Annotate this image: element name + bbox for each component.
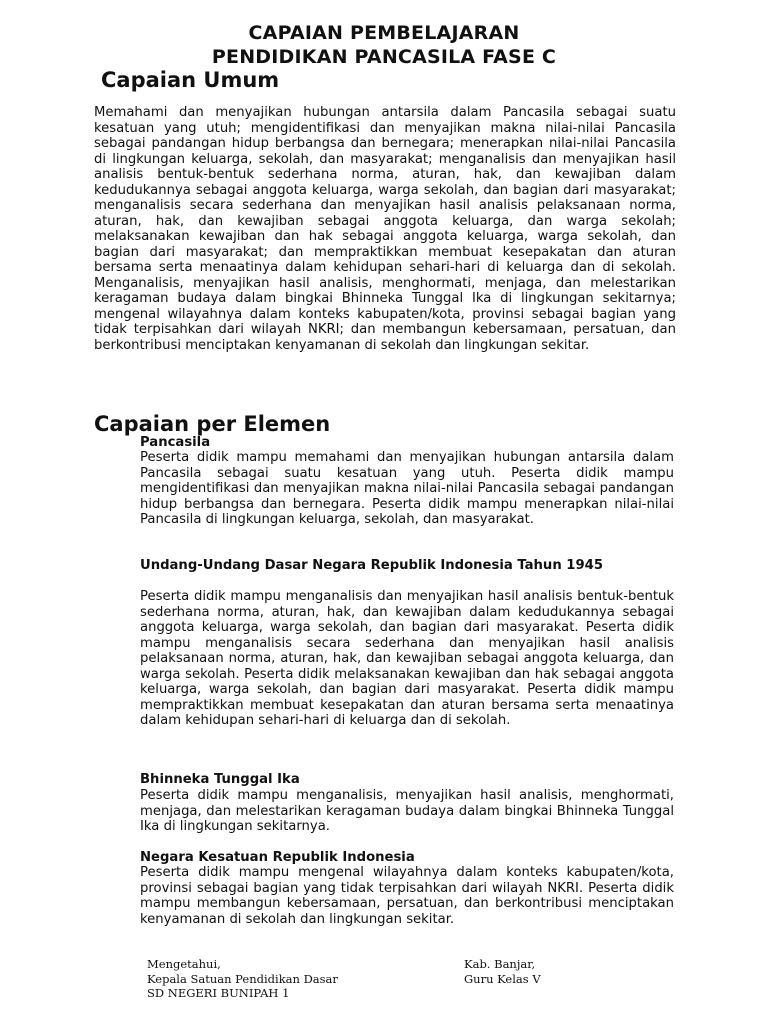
- capaian-umum-paragraph: Memahami dan menyajikan hubungan antarsila dalam Pancasila sebagai suatu kesatuan yang utuh; mengidentifikasi dan menyajikan makna nilai-nilai Pancasila sebagai pandangan hidup berbangsa dan bernegara; menerapkan nilai-nilai Pancasila di lingkungan keluarga, sekolah, dan masyarakat; menganalisis dan menyajikan hasil analisis bentuk-bentuk sederhana norma, aturan, hak, dan kewajiban dalam kedudukannya sebagai anggota keluarga, warga sekolah, dan bagian dari masyarakat; menganalisis secara sederhana dan menyajikan hasil analisis pelaksanaan norma, aturan, hak, dan kewajiban sebagai anggota keluarga, dan warga sekolah; melaksanakan kewajiban dan hak sebagai anggota keluarga, warga sekolah, dan bagian dari masyarakat; dan mempraktikkan membuat kesepakatan dan aturan bersama serta menaatinya dalam kehidupan sehari-hari di keluarga dan di sekolah. Menganalisis, menyajikan hasil analisis, menghormati, menjaga, dan melestarikan keragaman budaya dalam bingkai Bhinneka Tunggal Ika di lingkungan sekitarnya; mengenal wilayahnya dalam konteks kabupaten/kota, provinsi sebagai bagian yang tidak terpisahkan dari wilayah NKRI; dan membangun kebersamaan, persatuan, dan berkontribusi menciptakan kenyamanan di sekolah dan lingkungan sekitar.: [94, 105, 676, 353]
- element-title-uud-1945: Undang-Undang Dasar Negara Republik Indonesia Tahun 1945: [140, 558, 604, 573]
- element-text-nkri: Peserta didik mampu mengenal wilayahnya dalam konteks kabupaten/kota, provinsi sebagai bagian yang tidak terpisahkan dari wilayah NKRI. Peserta didik mampu membangun kebersamaan, persatuan, dan berkontribusi menciptakan kenyamanan di sekolah dan lingkungan sekitar.: [140, 865, 674, 927]
- element-title-nkri: Negara Kesatuan Republik Indonesia: [140, 850, 415, 865]
- document-title: CAPAIAN PEMBELAJARAN: [248, 22, 520, 44]
- signature-block-left: [147, 957, 338, 1001]
- signature-left-line: Kepala Satuan Pendidikan Dasar: [147, 971, 338, 986]
- element-text-pancasila: Peserta didik mampu memahami dan menyajikan hubungan antarsila dalam Pancasila sebagai suatu kesatuan yang utuh. Peserta didik mampu mengidentifikasi dan menyajikan makna nilai-nilai Pancasila sebagai pandangan hidup berbangsa dan bernegara. Peserta didik mampu menerapkan nilai-nilai Pancasila di lingkungan keluarga, sekolah, dan masyarakat.: [140, 450, 674, 527]
- document-subtitle: PENDIDIKAN PANCASILA FASE C: [211, 46, 557, 68]
- element-title-bhinneka-tunggal-ika: Bhinneka Tunggal Ika: [140, 772, 300, 787]
- signature-right-role: Guru Kelas V: [464, 971, 541, 986]
- signature-block-right: [464, 957, 541, 986]
- signature-left-line: Mengetahui,: [147, 957, 221, 971]
- section-heading-capaian-umum: Capaian Umum: [101, 68, 280, 92]
- element-text-bhinneka-tunggal-ika: Peserta didik mampu menganalisis, menyajikan hasil analisis, menghormati, menjaga, dan melestarikan keragaman budaya dalam bingkai Bhinneka Tunggal Ika di lingkungan sekitarnya.: [140, 788, 674, 834]
- signature-right-place: Kab. Banjar,: [464, 957, 536, 971]
- signature-left-school: SD NEGERI BUNIPAH 1: [147, 986, 290, 1000]
- element-title-pancasila: Pancasila: [140, 435, 211, 450]
- section-heading-capaian-elemen: Capaian per Elemen: [94, 412, 331, 436]
- element-text-uud-1945: Peserta didik mampu menganalisis dan menyajikan hasil analisis bentuk-bentuk sederhana norma, aturan, hak, dan kewajiban dalam kedudukannya sebagai anggota keluarga, warga sekolah, dan bagian dari masyarakat. Peserta didik mampu menganalisis secara sederhana dan menyajikan hasil analisis pelaksanaan norma, aturan, hak, dan kewajiban sebagai anggota keluarga, dan warga sekolah. Peserta didik melaksanakan kewajiban dan hak sebagai anggota keluarga, warga sekolah, dan bagian dari masyarakat. Peserta didik mampu mempraktikkan membuat kesepakatan dan aturan bersama serta menaatinya dalam kehidupan sehari-hari di keluarga dan di sekolah.: [140, 589, 674, 728]
